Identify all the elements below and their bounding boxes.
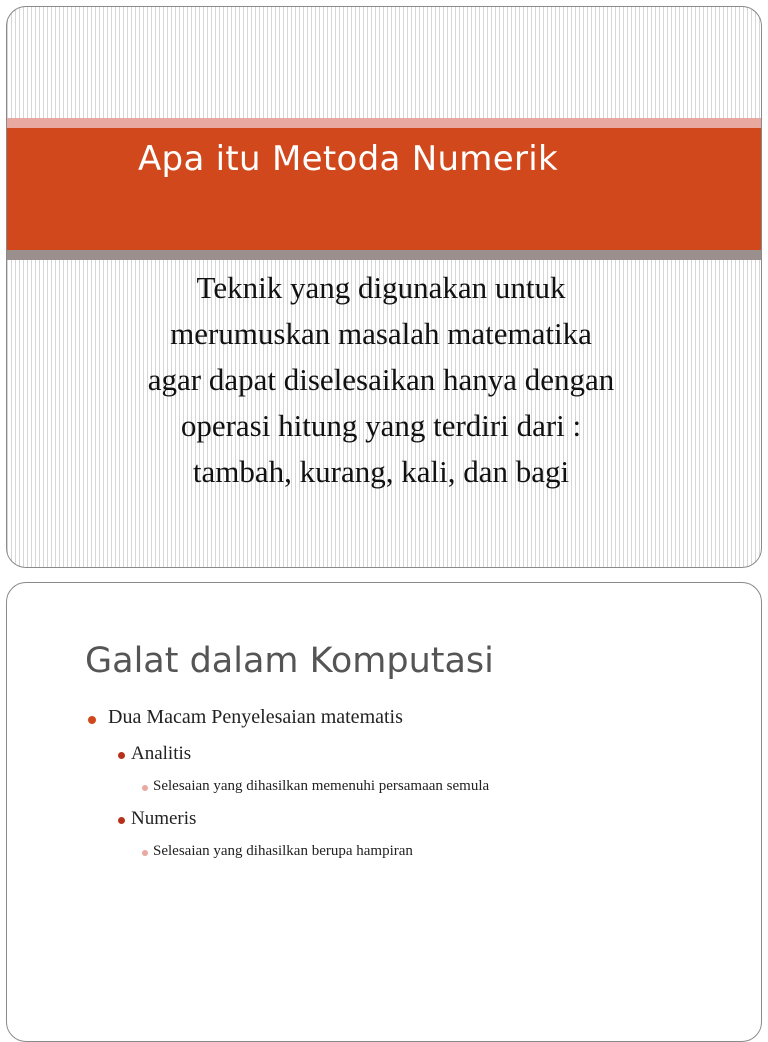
bullet-item-analitis-desc: Selesaian yang dihasilkan memenuhi persamaan semula	[153, 778, 490, 794]
slide-body-text	[67, 265, 695, 495]
slide-galat-komputasi	[6, 582, 762, 1042]
slide-title: Galat dalam Komputasi	[85, 641, 494, 681]
bullet-dot-icon	[88, 716, 96, 724]
bullet-dot-icon	[118, 752, 125, 759]
bullet-dot-icon	[142, 785, 148, 791]
bullet-item-main: Dua Macam Penyelesaian matematis	[108, 706, 403, 728]
body-line: agar dapat diselesaikan hanya dengan	[147, 362, 615, 397]
bullet-item-numeris-desc: Selesaian yang dihasilkan berupa hampiran	[153, 843, 413, 859]
title-band-bottom-stripe	[7, 250, 761, 260]
slide-title: Apa itu Metoda Numerik	[138, 139, 558, 179]
title-band-top-stripe	[7, 118, 761, 128]
bullet-dot-icon	[142, 850, 148, 856]
bullet-item-analitis: Analitis	[131, 743, 192, 764]
body-line: operasi hitung yang terdiri dari :	[180, 408, 582, 443]
bullet-item-numeris: Numeris	[131, 808, 197, 829]
body-line: Teknik yang digunakan untuk	[196, 270, 566, 305]
slide-metoda-numerik	[6, 6, 762, 568]
body-line: tambah, kurang, kali, dan bagi	[192, 454, 570, 489]
bullet-dot-icon	[118, 817, 125, 824]
body-line: merumuskan masalah matematika	[170, 316, 592, 351]
